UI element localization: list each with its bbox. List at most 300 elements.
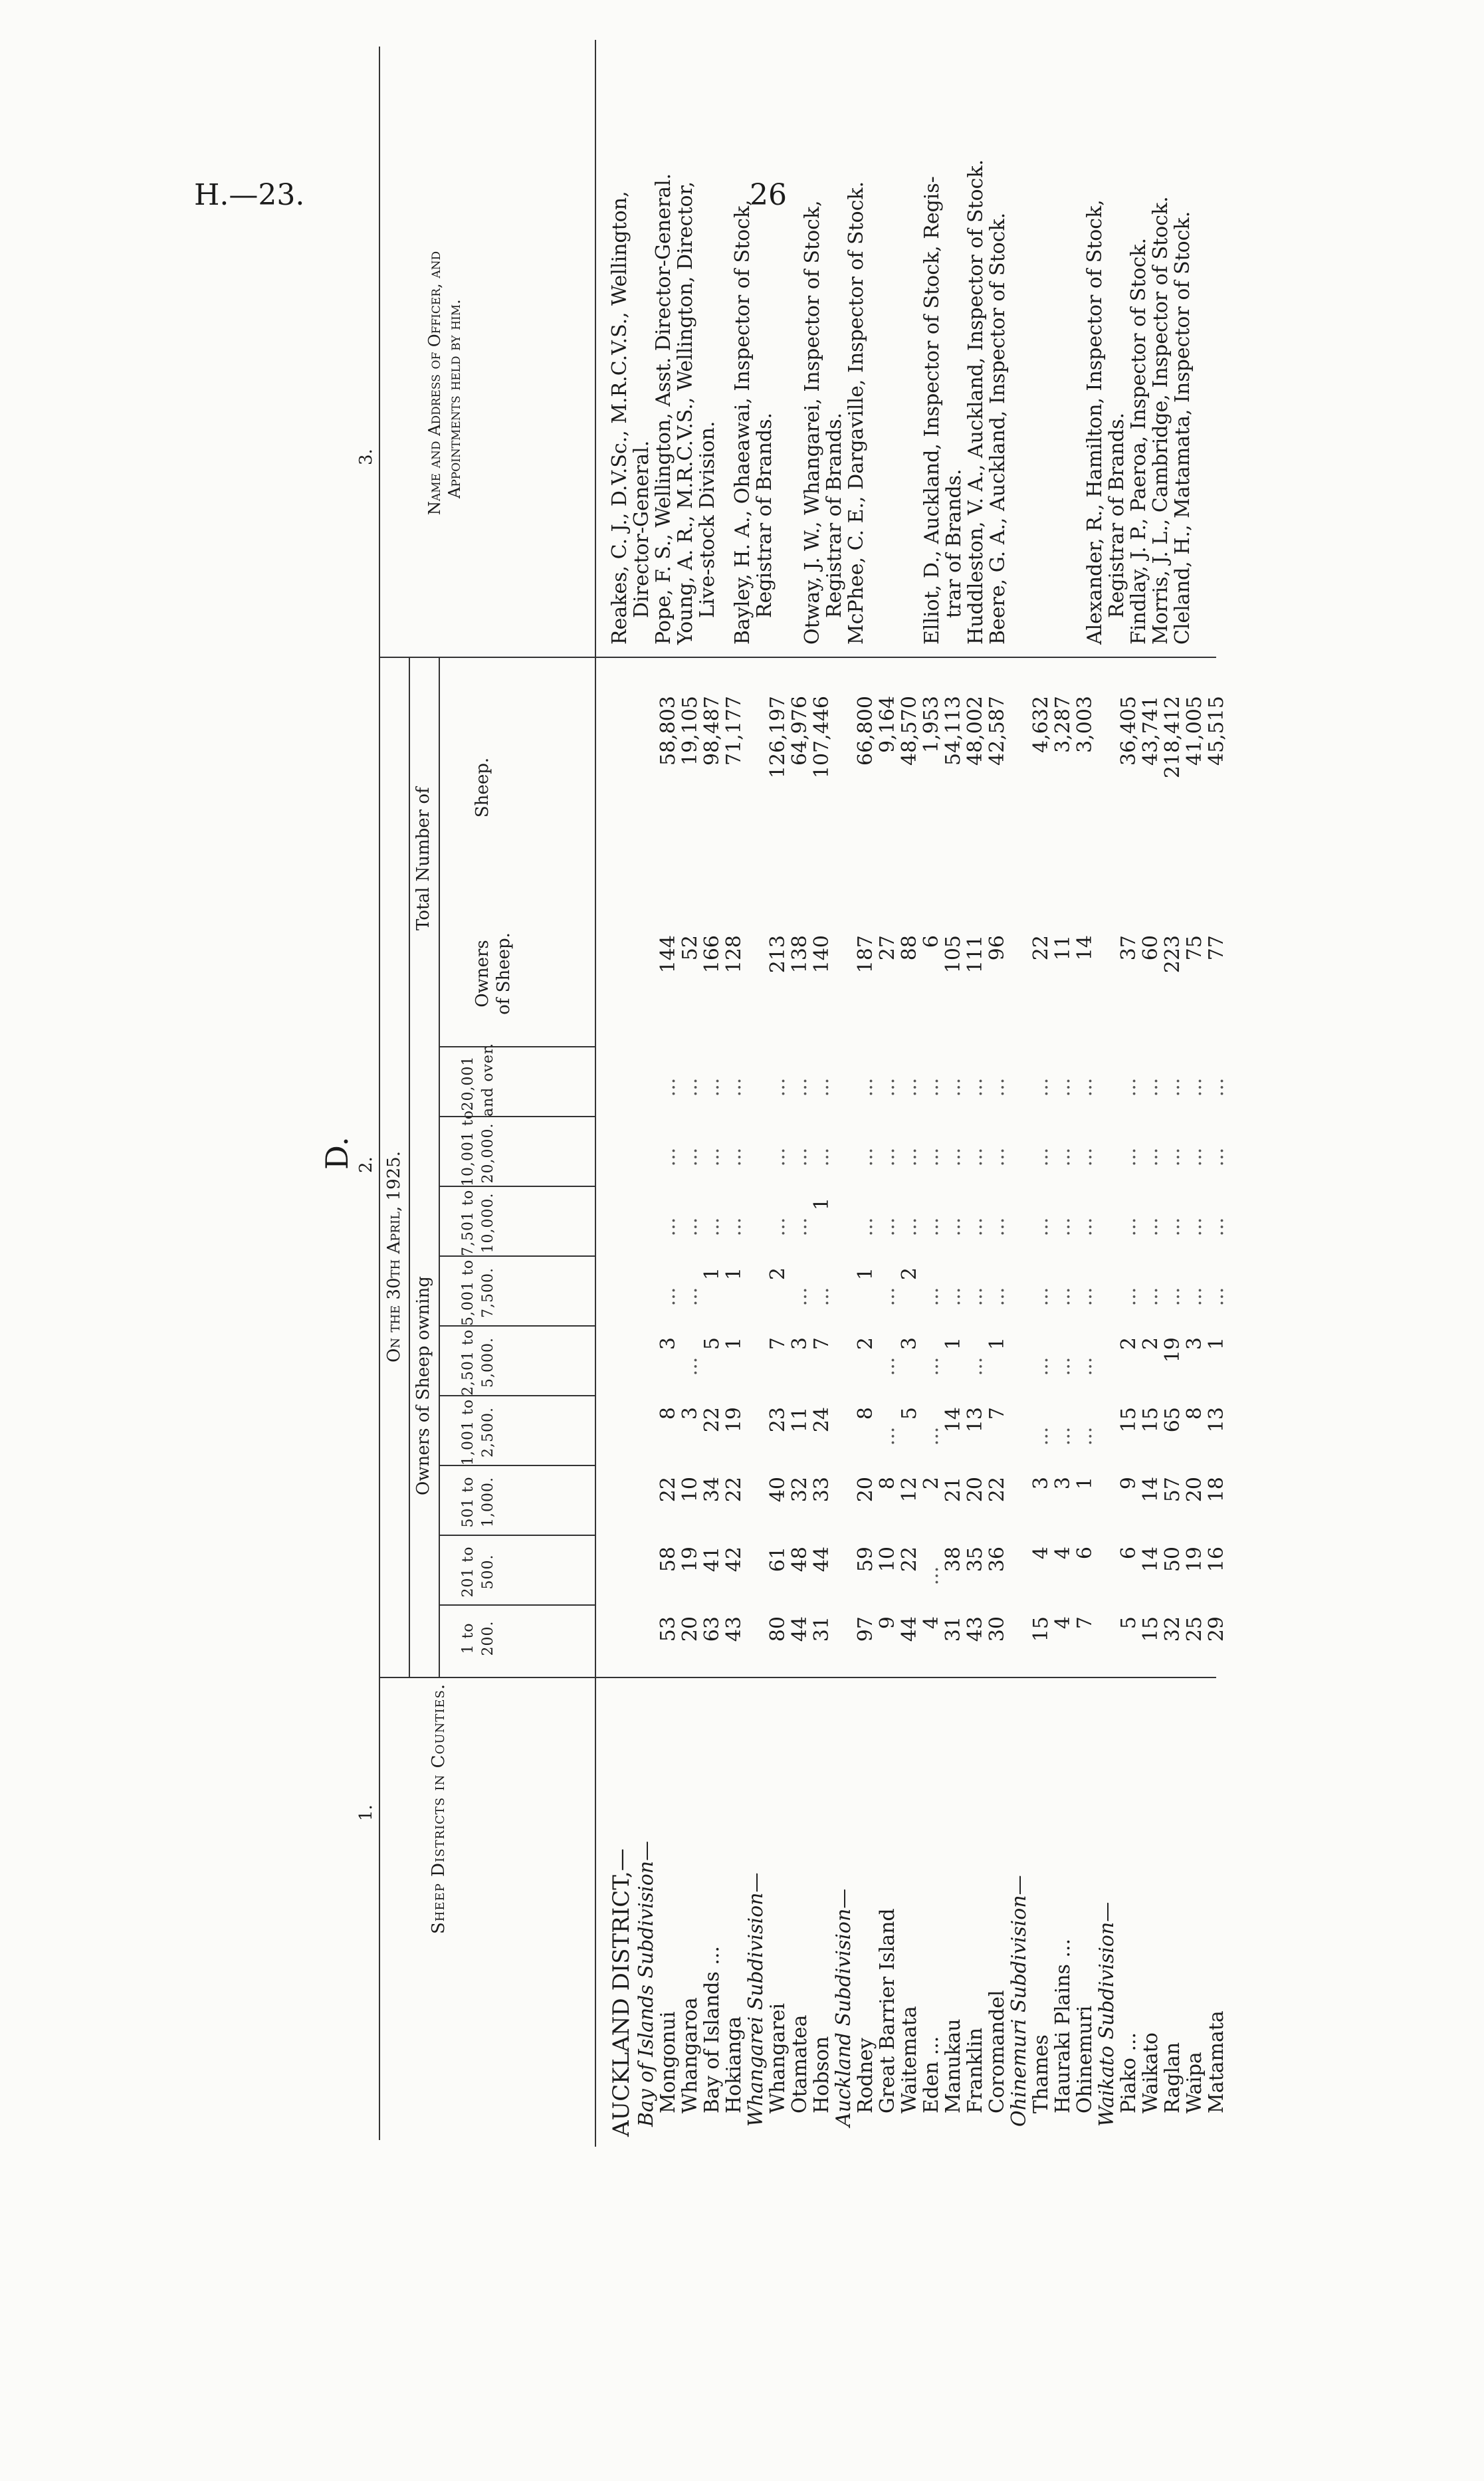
table-cell: 2 — [1117, 1337, 1140, 1350]
table-cell: 31 — [810, 1616, 833, 1642]
table-cell: 32 — [788, 1477, 811, 1503]
table-cell: ... — [1183, 1217, 1206, 1237]
table-cell: 8 — [1183, 1407, 1206, 1420]
officer-line: Alexander, R., Hamilton, Inspector of Stock, — [1083, 199, 1107, 645]
table-cell: 63 — [700, 1616, 724, 1642]
table-cell: ... — [1183, 1147, 1206, 1167]
table-cell: ... — [1051, 1147, 1075, 1167]
table-cell: 36,405 — [1117, 696, 1140, 766]
table-cell: 5 — [700, 1337, 724, 1350]
range-heading-line: and over. — [480, 1042, 496, 1117]
table-cell: 22 — [700, 1407, 724, 1433]
table-cell: 2 — [1139, 1337, 1162, 1350]
total-subheading-line: Sheep. — [473, 757, 492, 818]
table-cell: 15 — [1139, 1616, 1162, 1642]
table-cell: ... — [679, 1077, 702, 1097]
officer-line: Otway, J. W., Whangarei, Inspector of Stock, — [801, 200, 824, 645]
table-cell: ... — [986, 1077, 1009, 1097]
county-name: Otamatea — [788, 2014, 811, 2113]
table-cell: ... — [700, 1147, 724, 1167]
county-name: Rodney — [854, 2038, 877, 2113]
table-cell: 11 — [1051, 935, 1075, 961]
table-cell: ... — [1073, 1147, 1097, 1167]
range-divider — [439, 1046, 595, 1047]
subdivision-heading: Auckland Subdivision— — [832, 1888, 855, 2127]
table-cell: ... — [942, 1147, 965, 1167]
table-cell: ... — [964, 1147, 987, 1167]
officer-line: Live-stock Division. — [696, 421, 719, 618]
table-cell: ... — [854, 1147, 877, 1167]
district-heading: AUCKLAND DISTRICT,— — [608, 1848, 635, 2137]
table-cell: ... — [876, 1077, 899, 1097]
table-cell: ... — [1205, 1217, 1228, 1237]
table-cell: ... — [920, 1147, 943, 1167]
page-number: 26 — [750, 178, 787, 212]
total-heading: Total Number of — [413, 787, 433, 930]
table-cell: 138 — [788, 935, 811, 974]
table-cell: ... — [920, 1217, 943, 1237]
range-heading-line: 2,500. — [480, 1407, 496, 1457]
range-heading-line: 1,001 to — [460, 1398, 477, 1465]
table-cell: 223 — [1161, 935, 1184, 974]
table-cell: ... — [942, 1217, 965, 1237]
table-cell: 24 — [810, 1407, 833, 1433]
table-cell: ... — [898, 1217, 921, 1237]
range-heading-line: 10,000. — [480, 1192, 496, 1253]
rotated-table — [239, 0, 1236, 2193]
table-cell: 13 — [1205, 1407, 1228, 1433]
county-name: Mongonui — [657, 2011, 680, 2113]
officer-line: Registrar of Brands. — [1105, 412, 1128, 618]
table-cell: ... — [920, 1077, 943, 1097]
table-cell: 4,632 — [1029, 696, 1053, 753]
range-heading — [459, 1399, 498, 1465]
officer-line: Reakes, C. J., D.V.Sc., M.R.C.V.S., Wellington, — [608, 191, 631, 645]
table-cell: 97 — [854, 1616, 877, 1642]
table-cell: ... — [788, 1077, 811, 1097]
county-name: Hokianga — [722, 2016, 746, 2113]
range-heading — [459, 1042, 498, 1117]
table-cell: 40 — [766, 1477, 790, 1503]
table-cell: 187 — [854, 935, 877, 974]
table-cell: 15 — [1117, 1407, 1140, 1433]
table-cell: ... — [700, 1217, 724, 1237]
total-subheading-line: of Sheep. — [494, 932, 514, 1015]
table-cell: 1 — [810, 1198, 833, 1211]
table-cell: 22 — [898, 1547, 921, 1572]
table-cell: ... — [1139, 1077, 1162, 1097]
table-cell: ... — [876, 1426, 899, 1446]
table-title: D. — [319, 1136, 355, 1170]
table-cell: ... — [657, 1217, 680, 1237]
table-cell: 27 — [876, 935, 899, 961]
table-cell: 36 — [986, 1547, 1009, 1572]
table-cell: ... — [766, 1077, 790, 1097]
range-heading-line: 500. — [480, 1554, 496, 1590]
table-cell: 9 — [1117, 1477, 1140, 1490]
table-cell: 6 — [920, 935, 943, 948]
table-cell: 44 — [788, 1616, 811, 1642]
table-cell: ... — [1073, 1077, 1097, 1097]
range-heading — [459, 1329, 498, 1396]
table-cell: ... — [986, 1147, 1009, 1167]
col-number-1: 1. — [356, 1804, 376, 1821]
table-cell: 10 — [876, 1547, 899, 1572]
officer-line: Registrar of Brands. — [753, 412, 776, 618]
table-cell: 58,803 — [657, 696, 680, 766]
county-name: Waitemata — [898, 2006, 921, 2113]
table-cell: ... — [986, 1217, 1009, 1237]
table-cell: 2 — [898, 1267, 921, 1281]
county-name: Matamata — [1205, 2010, 1228, 2113]
county-name: Bay of Islands ... — [700, 1946, 724, 2113]
range-heading-line: 501 to — [460, 1476, 477, 1528]
table-cell: ... — [1161, 1147, 1184, 1167]
table-cell: 19,105 — [679, 696, 702, 766]
table-cell: ... — [1051, 1356, 1075, 1376]
table-cell: 65 — [1161, 1407, 1184, 1433]
table-cell: 1 — [722, 1337, 746, 1350]
col2-heading: On the 30th April, 1925. — [384, 1151, 404, 1362]
table-cell: 21 — [942, 1477, 965, 1503]
table-cell: 140 — [810, 935, 833, 974]
range-heading-line: 201 to — [460, 1546, 477, 1598]
officer-line: Registrar of Brands. — [823, 412, 846, 618]
table-cell: ... — [1117, 1217, 1140, 1237]
table-cell: 14 — [942, 1407, 965, 1433]
table-cell: 52 — [679, 935, 702, 961]
table-cell: 144 — [657, 935, 680, 974]
table-cell: 71,177 — [722, 696, 746, 766]
table-cell: 22 — [1029, 935, 1053, 961]
range-heading-line: 5,001 to — [460, 1259, 477, 1326]
table-cell: 8 — [657, 1407, 680, 1420]
table-cell: ... — [964, 1356, 987, 1376]
total-subheading — [472, 927, 514, 1020]
subdivision-heading: Whangarei Subdivision— — [744, 1872, 768, 2127]
col-number-3: 3. — [356, 449, 376, 465]
subdivision-heading: Waikato Subdivision— — [1095, 1901, 1118, 2127]
table-cell: 6 — [1073, 1547, 1097, 1560]
county-name: Eden ... — [920, 2036, 943, 2113]
table-cell: ... — [722, 1147, 746, 1167]
table-cell: ... — [920, 1426, 943, 1446]
county-name: Manukau — [942, 2018, 965, 2113]
table-cell: ... — [1161, 1287, 1184, 1307]
subdivision-heading: Ohinemuri Subdivision— — [1007, 1875, 1031, 2127]
county-name: Piako ... — [1117, 2032, 1140, 2113]
table-cell: 5 — [1117, 1616, 1140, 1630]
table-cell: 3,287 — [1051, 696, 1075, 753]
table-cell: ... — [1051, 1077, 1075, 1097]
col-number-2: 2. — [356, 1156, 376, 1173]
table-cell: ... — [1183, 1287, 1206, 1307]
table-cell: 41 — [700, 1547, 724, 1572]
table-cell: 11 — [788, 1407, 811, 1433]
table-cell: 23 — [766, 1407, 790, 1433]
table-cell: 35 — [964, 1547, 987, 1572]
table-cell: 98,487 — [700, 696, 724, 766]
table-cell: ... — [1051, 1287, 1075, 1307]
table-cell: ... — [964, 1217, 987, 1237]
table-cell: ... — [1117, 1287, 1140, 1307]
table-cell: ... — [679, 1147, 702, 1167]
table-cell: 10 — [679, 1477, 702, 1503]
table-cell: ... — [942, 1287, 965, 1307]
table-cell: ... — [854, 1217, 877, 1237]
range-heading-line: 10,001 to — [460, 1109, 477, 1186]
table-cell: 107,446 — [810, 696, 833, 779]
table-cell: 42,587 — [986, 696, 1009, 766]
table-cell: ... — [679, 1217, 702, 1237]
table-cell: ... — [788, 1147, 811, 1167]
table-cell: 3 — [1051, 1477, 1075, 1490]
table-cell: 3 — [1183, 1337, 1206, 1350]
table-cell: 1 — [986, 1337, 1009, 1350]
officer-line: Bayley, H. A., Ohaeawai, Inspector of Stock, — [731, 199, 754, 645]
county-name: Coromandel — [986, 1990, 1009, 2113]
table-cell: ... — [876, 1287, 899, 1307]
table-cell: 12 — [898, 1477, 921, 1503]
officer-line: McPhee, C. E., Dargaville, Inspector of Stock. — [845, 181, 868, 645]
officer-line: Elliot, D., Auckland, Inspector of Stock, Regis- — [920, 176, 944, 645]
table-cell: 2 — [920, 1477, 943, 1490]
table-cell: 126,197 — [766, 696, 790, 779]
table-cell: ... — [1073, 1426, 1097, 1446]
table-cell: 32 — [1161, 1616, 1184, 1642]
table-cell: 9,164 — [876, 696, 899, 753]
table-cell: 61 — [766, 1547, 790, 1572]
table-cell: ... — [876, 1217, 899, 1237]
table-cell: ... — [876, 1356, 899, 1376]
officer-line: Young, A. R., M.R.C.V.S., Wellington, Director, — [674, 181, 697, 645]
rule-col2 — [409, 658, 410, 1678]
range-heading-line: 5,000. — [480, 1337, 496, 1388]
table-cell: ... — [766, 1147, 790, 1167]
subdivision-heading: Bay of Islands Subdivision— — [635, 1840, 658, 2127]
county-name: Raglan — [1161, 2042, 1184, 2113]
officer-line: Director-General. — [630, 440, 653, 618]
table-cell: 8 — [854, 1407, 877, 1420]
table-cell: 30 — [986, 1616, 1009, 1642]
table-cell: ... — [1139, 1287, 1162, 1307]
county-name: Thames — [1029, 2034, 1053, 2113]
table-cell: ... — [1139, 1217, 1162, 1237]
table-cell: ... — [1029, 1077, 1053, 1097]
table-cell: 4 — [1029, 1547, 1053, 1560]
table-cell: ... — [898, 1147, 921, 1167]
table-cell: ... — [1205, 1147, 1228, 1167]
table-cell: ... — [1029, 1217, 1053, 1237]
table-cell: 25 — [1183, 1616, 1206, 1642]
table-cell: ... — [788, 1287, 811, 1307]
table-cell: 3,003 — [1073, 696, 1097, 753]
range-heading — [459, 1190, 498, 1256]
table-cell: 2 — [766, 1267, 790, 1281]
table-cell: 22 — [986, 1477, 1009, 1503]
owners-heading: Owners of Sheep owning — [413, 1276, 433, 1495]
table-cell: 7 — [766, 1337, 790, 1350]
table-cell: ... — [854, 1077, 877, 1097]
table-cell: 14 — [1139, 1547, 1162, 1572]
table-cell: ... — [1029, 1287, 1053, 1307]
table-cell: 7 — [1073, 1616, 1097, 1630]
table-cell: ... — [810, 1147, 833, 1167]
table-cell: ... — [722, 1217, 746, 1237]
table-cell: 3 — [657, 1337, 680, 1350]
county-name: Great Barrier Island — [876, 1908, 899, 2113]
range-heading-line: 7,501 to — [460, 1189, 477, 1256]
table-cell: ... — [920, 1287, 943, 1307]
table-cell: 88 — [898, 935, 921, 961]
table-cell: ... — [1139, 1147, 1162, 1167]
table-cell: 15 — [1139, 1407, 1162, 1433]
table-cell: 1 — [1205, 1337, 1228, 1350]
table-cell: 54,113 — [942, 696, 965, 766]
table-cell: 42 — [722, 1547, 746, 1572]
table-cell: 29 — [1205, 1616, 1228, 1642]
table-cell: 3 — [1029, 1477, 1053, 1490]
table-cell: 218,412 — [1161, 696, 1184, 779]
table-cell: 5 — [898, 1407, 921, 1420]
table-cell: 20 — [679, 1616, 702, 1642]
table-cell: ... — [657, 1147, 680, 1167]
table-cell: ... — [1029, 1356, 1053, 1376]
table-cell: ... — [1073, 1356, 1097, 1376]
range-heading — [459, 1469, 498, 1535]
county-name: Waipa — [1183, 2052, 1206, 2113]
table-cell: 64,976 — [788, 696, 811, 766]
table-cell: ... — [679, 1356, 702, 1376]
table-cell: 18 — [1205, 1477, 1228, 1503]
officer-line: Pope, F. S., Wellington, Asst. Director-General. — [652, 173, 675, 645]
table-cell: 19 — [1183, 1547, 1206, 1572]
table-cell: 7 — [810, 1337, 833, 1350]
table-cell: 16 — [1205, 1547, 1228, 1572]
table-cell: 14 — [1073, 935, 1097, 961]
divider-col1 — [379, 1677, 1216, 1678]
table-cell: 44 — [810, 1547, 833, 1572]
table-cell: ... — [964, 1287, 987, 1307]
table-cell: ... — [1073, 1217, 1097, 1237]
table-cell: ... — [1161, 1217, 1184, 1237]
table-cell: 48,002 — [964, 696, 987, 766]
table-cell: 20 — [854, 1477, 877, 1503]
table-cell: 19 — [722, 1407, 746, 1433]
table-cell: 1,953 — [920, 696, 943, 753]
table-cell: 37 — [1117, 935, 1140, 961]
officer-line: Huddleston, V. A., Auckland, Inspector of Stock. — [964, 159, 988, 645]
table-cell: 41,005 — [1183, 696, 1206, 766]
table-cell: 53 — [657, 1616, 680, 1642]
table-cell: ... — [1183, 1077, 1206, 1097]
table-cell: 43 — [964, 1616, 987, 1642]
table-cell: 48 — [788, 1547, 811, 1572]
table-cell: 59 — [854, 1547, 877, 1572]
table-cell: 66,800 — [854, 696, 877, 766]
range-heading-line: 200. — [480, 1620, 496, 1656]
range-heading — [459, 1259, 498, 1326]
table-cell: 4 — [1051, 1616, 1075, 1630]
table-cell: 20 — [1183, 1477, 1206, 1503]
table-cell: ... — [986, 1287, 1009, 1307]
table-cell: 9 — [876, 1616, 899, 1630]
county-name: Franklin — [964, 2027, 987, 2113]
range-heading-line: 1,000. — [480, 1477, 496, 1527]
table-cell: 19 — [679, 1547, 702, 1572]
table-cell: 105 — [942, 935, 965, 974]
table-cell: ... — [1205, 1077, 1228, 1097]
col3-heading-1: Name and Address of Officer, and — [425, 251, 444, 515]
table-cell: ... — [657, 1077, 680, 1097]
table-cell: ... — [766, 1217, 790, 1237]
range-heading-line: 7,500. — [480, 1267, 496, 1318]
col1-heading: Sheep Districts in Counties. — [429, 1683, 449, 1934]
table-cell: 34 — [700, 1477, 724, 1503]
county-name: Whangaroa — [679, 1997, 702, 2113]
table-cell: ... — [964, 1077, 987, 1097]
officer-line: Cleland, H., Matamata, Inspector of Stock. — [1171, 211, 1194, 645]
county-name: Hobson — [810, 2036, 833, 2113]
table-cell: ... — [722, 1077, 746, 1097]
table-cell: 50 — [1161, 1547, 1184, 1572]
range-heading-line: 20,000. — [480, 1123, 496, 1184]
table-cell: 1 — [1073, 1477, 1097, 1490]
table-cell: 15 — [1029, 1616, 1053, 1642]
table-cell: 7 — [986, 1407, 1009, 1420]
range-heading — [459, 1539, 498, 1605]
table-cell: 43,741 — [1139, 696, 1162, 766]
table-cell: 45,515 — [1205, 696, 1228, 766]
table-cell: 60 — [1139, 935, 1162, 961]
table-cell: 1 — [942, 1337, 965, 1350]
table-cell: 57 — [1161, 1477, 1184, 1503]
total-subheading — [472, 688, 493, 887]
table-cell: 48,570 — [898, 696, 921, 766]
table-cell: 3 — [898, 1337, 921, 1350]
table-cell: ... — [1161, 1077, 1184, 1097]
officer-line: trar of Brands. — [942, 469, 966, 618]
table-cell: ... — [1029, 1426, 1053, 1446]
table-cell: ... — [657, 1287, 680, 1307]
table-cell: 1 — [722, 1267, 746, 1281]
table-cell: 4 — [1051, 1547, 1075, 1560]
range-heading-line: 20,001 — [460, 1055, 477, 1111]
county-name: Hauraki Plains ... — [1051, 1938, 1075, 2113]
rule-header-bottom — [595, 40, 596, 2147]
table-cell: 20 — [964, 1477, 987, 1503]
table-cell: ... — [679, 1287, 702, 1307]
divider-col2 — [379, 657, 1216, 658]
table-cell: 22 — [722, 1477, 746, 1503]
table-cell: 33 — [810, 1477, 833, 1503]
officer-line: Beere, G. A., Auckland, Inspector of Stock. — [986, 212, 1009, 645]
range-heading — [459, 1109, 498, 1186]
table-cell: ... — [1117, 1147, 1140, 1167]
table-cell: 44 — [898, 1616, 921, 1642]
table-cell: ... — [1051, 1426, 1075, 1446]
table-cell: ... — [1117, 1077, 1140, 1097]
table-cell: ... — [920, 1356, 943, 1376]
table-cell: 80 — [766, 1616, 790, 1642]
table-cell: 75 — [1183, 935, 1206, 961]
table-cell: 8 — [876, 1477, 899, 1490]
table-cell: ... — [898, 1077, 921, 1097]
county-name: Whangarei — [766, 2002, 790, 2113]
range-heading-line: 1 to — [460, 1622, 477, 1654]
officer-line: Findlay, J. P., Paeroa, Inspector of Stock. — [1127, 238, 1150, 645]
table-cell: ... — [942, 1077, 965, 1097]
